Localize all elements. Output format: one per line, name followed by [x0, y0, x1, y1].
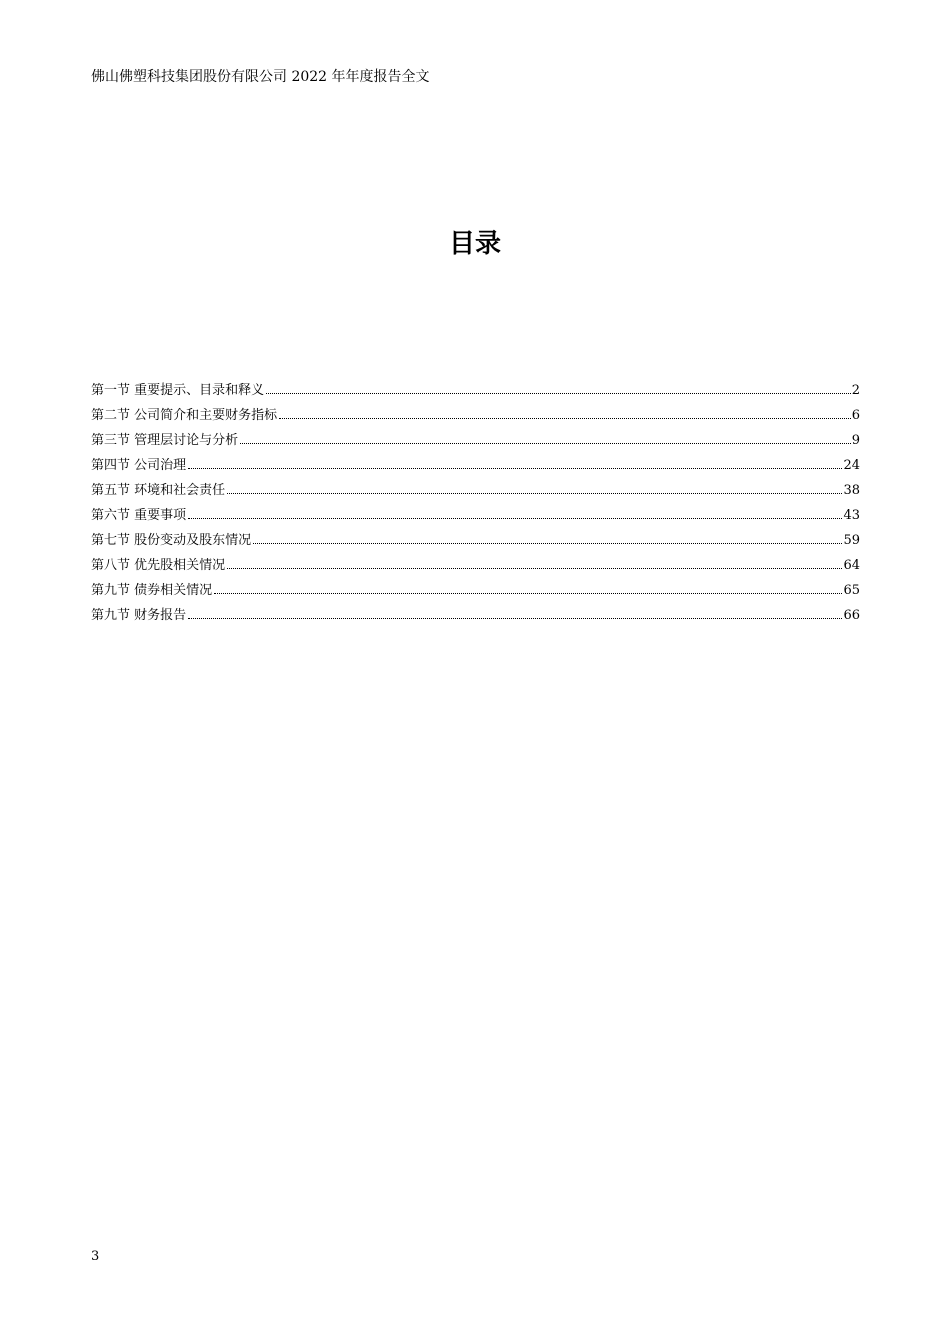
toc-dot-leader — [227, 567, 842, 569]
toc-dot-leader — [188, 617, 842, 619]
toc-entry-page: 59 — [843, 533, 860, 548]
toc-entry-page: 24 — [843, 458, 860, 473]
toc-entry[interactable] — [91, 607, 860, 632]
page-title: 目录 — [448, 229, 501, 259]
page-number: 3 — [91, 1249, 100, 1264]
toc-entry-label: 第九节 债券相关情况 — [91, 583, 213, 598]
toc-dot-leader — [214, 592, 842, 594]
table-of-contents — [91, 382, 860, 632]
toc-entry[interactable] — [91, 532, 860, 557]
running-header: 佛山佛塑科技集团股份有限公司 2022 年年度报告全文 — [91, 69, 430, 85]
toc-entry-label: 第九节 财务报告 — [91, 608, 187, 623]
toc-entry-label: 第七节 股份变动及股东情况 — [91, 533, 252, 548]
toc-dot-leader — [227, 492, 842, 494]
toc-entry[interactable] — [91, 382, 860, 407]
toc-entry-page: 6 — [851, 408, 860, 423]
toc-entry[interactable] — [91, 407, 860, 432]
toc-entry-page: 9 — [851, 433, 860, 448]
toc-entry-page: 66 — [843, 608, 860, 623]
toc-entry-label: 第一节 重要提示、目录和释义 — [91, 383, 265, 398]
toc-entry-page: 2 — [851, 383, 860, 398]
toc-entry-label: 第八节 优先股相关情况 — [91, 558, 226, 573]
toc-entry-page: 65 — [843, 583, 860, 598]
toc-dot-leader — [253, 542, 842, 544]
toc-entry-page: 43 — [843, 508, 860, 523]
toc-entry[interactable] — [91, 482, 860, 507]
toc-entry-label: 第五节 环境和社会责任 — [91, 483, 226, 498]
toc-dot-leader — [266, 392, 851, 394]
toc-dot-leader — [240, 442, 851, 444]
toc-entry[interactable] — [91, 582, 860, 607]
toc-entry[interactable] — [91, 432, 860, 457]
toc-entry-label: 第四节 公司治理 — [91, 458, 187, 473]
toc-entry-label: 第二节 公司简介和主要财务指标 — [91, 408, 278, 423]
toc-entry-label: 第三节 管理层讨论与分析 — [91, 433, 239, 448]
toc-dot-leader — [188, 467, 842, 469]
toc-entry[interactable] — [91, 507, 860, 532]
toc-entry-page: 38 — [843, 483, 860, 498]
toc-dot-leader — [188, 517, 842, 519]
toc-entry[interactable] — [91, 557, 860, 582]
toc-dot-leader — [279, 417, 851, 419]
toc-entry-label: 第六节 重要事项 — [91, 508, 187, 523]
toc-entry-page: 64 — [843, 558, 860, 573]
toc-entry[interactable] — [91, 457, 860, 482]
